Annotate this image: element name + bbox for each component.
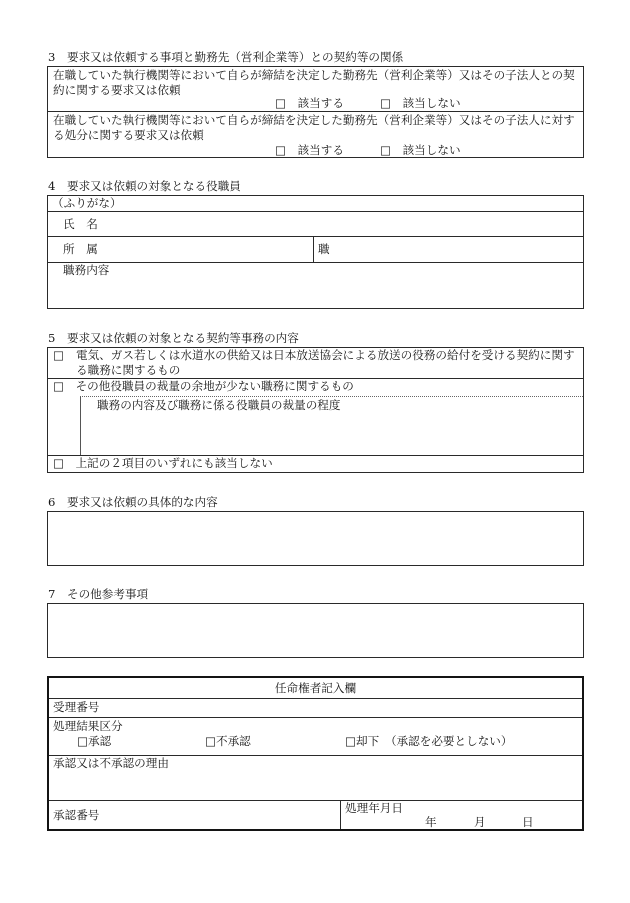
processing-date-label: 処理年月日 — [345, 801, 403, 815]
checkbox: □ — [275, 143, 286, 157]
discretion-detail-label: 職務の内容及び職務に係る役職員の裁量の程度 — [97, 398, 341, 412]
duties-label: 職務内容 — [63, 263, 110, 277]
appointer-title: 任命権者記入欄 — [274, 681, 357, 695]
affiliation-field[interactable] — [48, 237, 313, 262]
checkbox: □ — [53, 456, 64, 470]
appointer-title-row — [49, 678, 582, 699]
section-3-row-disposition — [48, 112, 583, 157]
row-description: 在職していた執行機関等において自らが締結を決定した勤務先（営利企業等）又はその子法人に対する処分に関する要求又は依頼 — [53, 113, 575, 142]
receipt-number-label: 受理番号 — [53, 700, 100, 714]
not-applicable-option[interactable] — [380, 143, 461, 158]
affiliation-position-row — [48, 237, 583, 263]
option-label: 不承認 — [215, 734, 251, 748]
none-applicable-option[interactable] — [48, 456, 583, 472]
applicable-option[interactable] — [275, 96, 344, 111]
section-7-heading: 7 その他参考事項 — [48, 587, 149, 601]
approval-date-row — [49, 801, 582, 829]
option-label: 電気、ガス若しくは水道水の供給又は日本放送協会による放送の役務の給付を受ける契約に関する職務に関するもの — [76, 348, 575, 377]
approval-number-label: 承認番号 — [53, 808, 100, 822]
appointer-entry-table — [47, 676, 584, 831]
none-applicable-checkbox-group — [53, 456, 273, 471]
dismiss-option[interactable] — [345, 734, 512, 749]
position-field[interactable] — [314, 237, 583, 262]
section-4-table — [47, 195, 584, 309]
option-label: 承認 — [87, 734, 112, 748]
affiliation-label: 所 属 — [63, 242, 98, 256]
receipt-number-field[interactable] — [49, 699, 582, 718]
checkbox: □ — [53, 348, 64, 362]
low-discretion-option[interactable] — [53, 379, 354, 394]
disapprove-option[interactable] — [205, 734, 251, 749]
checkbox: □ — [380, 143, 391, 157]
name-field[interactable] — [48, 212, 583, 237]
section-5-heading: 5 要求又は依頼の対象となる契約等事務の内容 — [48, 331, 299, 345]
year-unit: 年 — [425, 815, 437, 829]
checkbox: □ — [380, 96, 391, 110]
row-description: 在職していた執行機関等において自らが締結を決定した勤務先（営利企業等）又はその子法人との契約に関する要求又は依頼 — [53, 68, 575, 97]
checkbox: □ — [205, 734, 216, 748]
approve-option[interactable] — [77, 734, 111, 749]
position-label: 職 — [318, 242, 330, 256]
section-6-heading: 6 要求又は依頼の具体的な内容 — [48, 495, 218, 509]
reason-label: 承認又は不承認の理由 — [53, 756, 169, 770]
name-label: 氏 名 — [63, 217, 98, 231]
result-category-label: 処理結果区分 — [53, 719, 123, 733]
checkbox: □ — [345, 734, 356, 748]
checkbox: □ — [77, 734, 88, 748]
option-label: 上記の２項目のいずれにも該当しない — [75, 456, 273, 470]
option-label: 該当しない — [402, 96, 461, 110]
section-3-row-contract — [48, 67, 583, 112]
section-4-heading: 4 要求又は依頼の対象となる役職員 — [48, 179, 241, 193]
option-label: 却下 （承認を必要としない） — [355, 734, 513, 748]
option-label: 該当しない — [402, 143, 461, 157]
option-label: 該当する — [297, 143, 344, 157]
utility-contract-option[interactable] — [48, 348, 583, 379]
specific-content-field[interactable] — [47, 511, 584, 566]
day-unit: 日 — [522, 815, 534, 829]
discretion-detail-field[interactable] — [80, 396, 583, 455]
checkbox: □ — [275, 96, 286, 110]
not-applicable-option[interactable] — [380, 96, 461, 111]
applicable-option[interactable] — [275, 143, 344, 158]
furigana-label: （ふりがな） — [52, 196, 122, 210]
low-discretion-row — [48, 379, 583, 456]
result-category-row — [49, 718, 582, 756]
month-unit: 月 — [474, 815, 486, 829]
section-3-table — [47, 66, 584, 158]
processing-date-field[interactable] — [341, 801, 582, 829]
furigana-field[interactable] — [48, 196, 583, 212]
checkbox: □ — [53, 379, 64, 393]
section-3-heading: 3 要求又は依頼する事項と勤務先（営利企業等）との契約等の関係 — [48, 50, 404, 64]
duties-field[interactable] — [48, 263, 583, 308]
other-reference-field[interactable] — [47, 603, 584, 658]
option-label: その他役職員の裁量の余地が少ない職務に関するもの — [75, 379, 354, 393]
reason-field[interactable] — [49, 756, 582, 801]
approval-number-field[interactable] — [49, 801, 340, 829]
section-5-table — [47, 347, 584, 473]
option-label: 該当する — [297, 96, 344, 110]
